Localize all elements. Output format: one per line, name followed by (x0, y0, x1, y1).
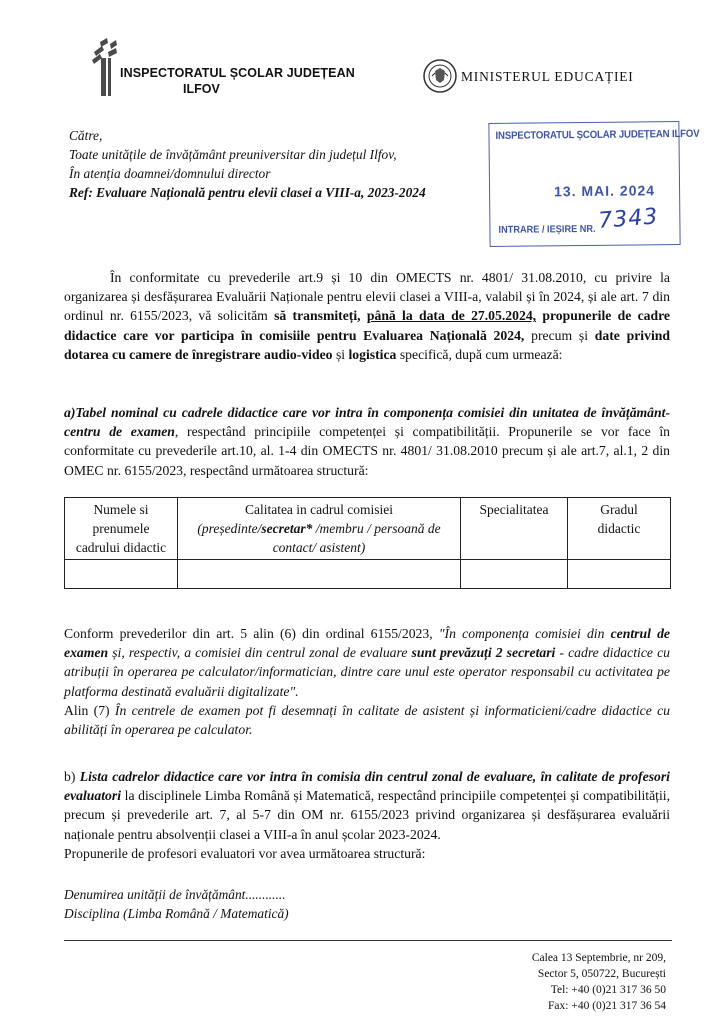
ministry-seal-icon (423, 59, 457, 93)
stamp-number: 7343 (597, 204, 660, 234)
footer-address-1: Calea 13 Septembrie, nr 209, (531, 952, 666, 964)
section-a-paragraph: a)Tabel nominal cu cadrele didactice care vor intra în componența comisiei din unitatea de învățământ- centru de examen, respectând principiile competenței și compatibilității. Propunerile se vor face în conformitate cu prevederile art.10, al. 1-4 din OMECTS nr. 4801/ 31.08.2010 precum și ale art.7, al.1, 2 din OMEC nr. 6155/2023, respectând următoarea structură: (64, 405, 670, 478)
structure-line2: Disciplina (Limba Română / Matematică) (64, 906, 289, 921)
registration-stamp (488, 121, 700, 247)
ministry-name: MINISTERUL EDUCAȚIEI (461, 69, 634, 84)
stamp-date: 13. MAI. 2024 (553, 182, 656, 200)
isj-logo-icon (88, 38, 122, 96)
table-header-row (65, 498, 671, 560)
col-role-header: Calitatea in cadrul comisiei (președinte/secretar* /membru / persoană de contact/ asistent) (178, 498, 461, 560)
col-grade-header: Gradul didactic (568, 498, 671, 560)
table-row (65, 560, 671, 589)
structure-line1: Denumirea unității de învățământ............ (64, 887, 286, 902)
isj-name: INSPECTORATUL ȘCOLAR JUDEȚEAN (120, 66, 355, 80)
footer-divider (64, 940, 672, 941)
address-line2: În atenția doamnei/domnului director (69, 166, 271, 181)
stamp-title: INSPECTORATUL ȘCOLAR JUDEȚEAN ILFOV (495, 127, 700, 142)
conform-paragraph: Conform prevederilor din art. 5 alin (6) din ordinal 6155/2023, "În componența comisiei din centrul de examen și, respectiv, a comisiei din centrul zonal de evaluare sunt prevăzuți 2 secretari - cadre didactice cu atribuții în operarea pe calculator/informatician, dintre care unul este operator responsabil cu activitatea pe platforma destinată evaluării digitalizate". Alin (7) În centrele de examen pot fi desemnați în calitate de asistent și informaticieni/cadre didactice cu abilități în operarea pe calculator. (64, 626, 670, 738)
footer-tel: Tel: +40 (0)21 317 36 50 (550, 984, 666, 996)
address-line1: Toate unitățile de învățământ preuniversitar din județul Ilfov, (69, 147, 397, 162)
col-specialty-header: Specialitatea (461, 498, 568, 560)
footer-address-2: Sector 5, 050722, București (537, 968, 666, 980)
stamp-reg-label: INTRARE / IEȘIRE NR. (498, 223, 596, 236)
col-name-header: Numele si prenumele cadrului didactic (65, 498, 178, 560)
address-to: Către, (69, 128, 103, 143)
footer-fax: Fax: +40 (0)21 317 36 54 (548, 1000, 666, 1012)
intro-paragraph: În conformitate cu prevederile art.9 și 10 din OMECTS nr. 4801/ 31.08.2010, cu privire la organizarea și desfășurarea Evaluării Naționale pentru elevii clasei a VIII-a, valabil și în 2024, și ale art. 7 din ordinul nr. 6155/2023, vă solicităm să transmiteți, până la data de 27.05.2024, propunerile de cadre didactice care vor participa în comisiile pentru Evaluarea Națională 2024, precum și date privind dotarea cu camere de înregistrare audio-video și logistica specifică, după cum urmează: (64, 270, 671, 362)
section-b-paragraph: b) Lista cadrelor didactice care vor intra în comisia din centrul zonal de evaluare, în calitate de profesori evaluatori la disciplinele Limba Română și Matematică, respectând principiile competenței și compatibilității, precum și prevederile art. 7, al 5-7 din OM nr. 6155/2023 privind organizarea și desfășurarea evaluării naționale pentru absolvenții clasei a VIII-a în anul școlar 2023-2024. Propunerile de profesori evaluatori vor avea următoarea structură: (64, 769, 670, 861)
ref-line: Ref: Evaluare Națională pentru elevii clasei a VIII-a, 2023-2024 (69, 185, 426, 200)
nominal-table (64, 497, 671, 589)
isj-county: ILFOV (183, 82, 220, 96)
